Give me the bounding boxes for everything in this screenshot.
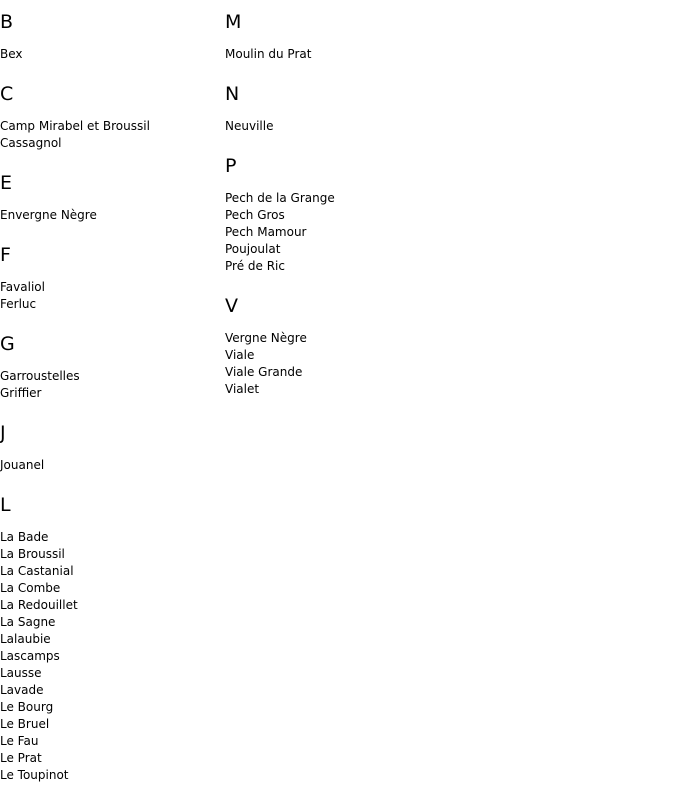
place-link[interactable]: Lascamps (0, 649, 60, 663)
place-link[interactable]: Vergne Nègre (225, 331, 307, 345)
letter-group-v (225, 295, 525, 398)
letter-group-l (0, 494, 220, 784)
place-link[interactable]: La Sagne (0, 615, 56, 629)
letter-heading: V (225, 295, 238, 317)
letter-group-b (0, 11, 220, 63)
place-link[interactable]: Cassagnol (0, 136, 62, 150)
place-link[interactable]: Le Toupinot (0, 768, 69, 782)
letter-heading: G (0, 333, 15, 355)
index-column-left (0, 11, 220, 804)
place-link[interactable]: Envergne Nègre (0, 208, 97, 222)
place-link[interactable]: Poujoulat (225, 242, 281, 256)
place-link[interactable]: Favaliol (0, 280, 45, 294)
place-link[interactable]: Le Prat (0, 751, 42, 765)
letter-group-g (0, 333, 220, 402)
letter-group-j (0, 422, 220, 474)
place-link[interactable]: Lausse (0, 666, 42, 680)
letter-heading: M (225, 11, 242, 33)
place-link[interactable]: Neuville (225, 119, 274, 133)
letter-heading: N (225, 83, 240, 105)
place-link[interactable]: La Redouillet (0, 598, 78, 612)
letter-group-p (225, 155, 525, 275)
place-link[interactable]: Garroustelles (0, 369, 80, 383)
place-link[interactable]: Lalaubie (0, 632, 51, 646)
letter-heading: J (0, 422, 6, 444)
letter-group-e (0, 172, 220, 224)
place-link[interactable]: Pech Mamour (225, 225, 307, 239)
letter-group-m (225, 11, 525, 63)
place-link[interactable]: Lavade (0, 683, 44, 697)
place-link[interactable]: Le Bourg (0, 700, 54, 714)
letter-heading: C (0, 83, 14, 105)
place-link[interactable]: Viale (225, 348, 255, 362)
place-link[interactable]: La Bade (0, 530, 49, 544)
letter-heading: F (0, 244, 11, 266)
place-link[interactable]: Jouanel (0, 458, 45, 472)
place-link[interactable]: Bex (0, 47, 23, 61)
place-link[interactable]: Pech Gros (225, 208, 285, 222)
place-link[interactable]: Griffier (0, 386, 42, 400)
letter-group-n (225, 83, 525, 135)
letter-heading: B (0, 11, 14, 33)
place-link[interactable]: Camp Mirabel et Broussil (0, 119, 150, 133)
place-link[interactable]: Ferluc (0, 297, 37, 311)
place-link[interactable]: Moulin du Prat (225, 47, 312, 61)
letter-heading: L (0, 494, 11, 516)
letter-heading: E (0, 172, 13, 194)
place-link[interactable]: Pré de Ric (225, 259, 285, 273)
letter-heading: P (225, 155, 237, 177)
index-column-right (225, 11, 525, 418)
place-link[interactable]: Le Bruel (0, 717, 50, 731)
place-link[interactable]: La Castanial (0, 564, 74, 578)
place-link[interactable]: Viale Grande (225, 365, 303, 379)
place-link[interactable]: Vialet (225, 382, 260, 396)
place-link[interactable]: La Combe (0, 581, 61, 595)
place-link[interactable]: La Broussil (0, 547, 65, 561)
letter-group-c (0, 83, 220, 152)
letter-group-f (0, 244, 220, 313)
place-link[interactable]: Le Fau (0, 734, 39, 748)
place-link[interactable]: Pech de la Grange (225, 191, 335, 205)
